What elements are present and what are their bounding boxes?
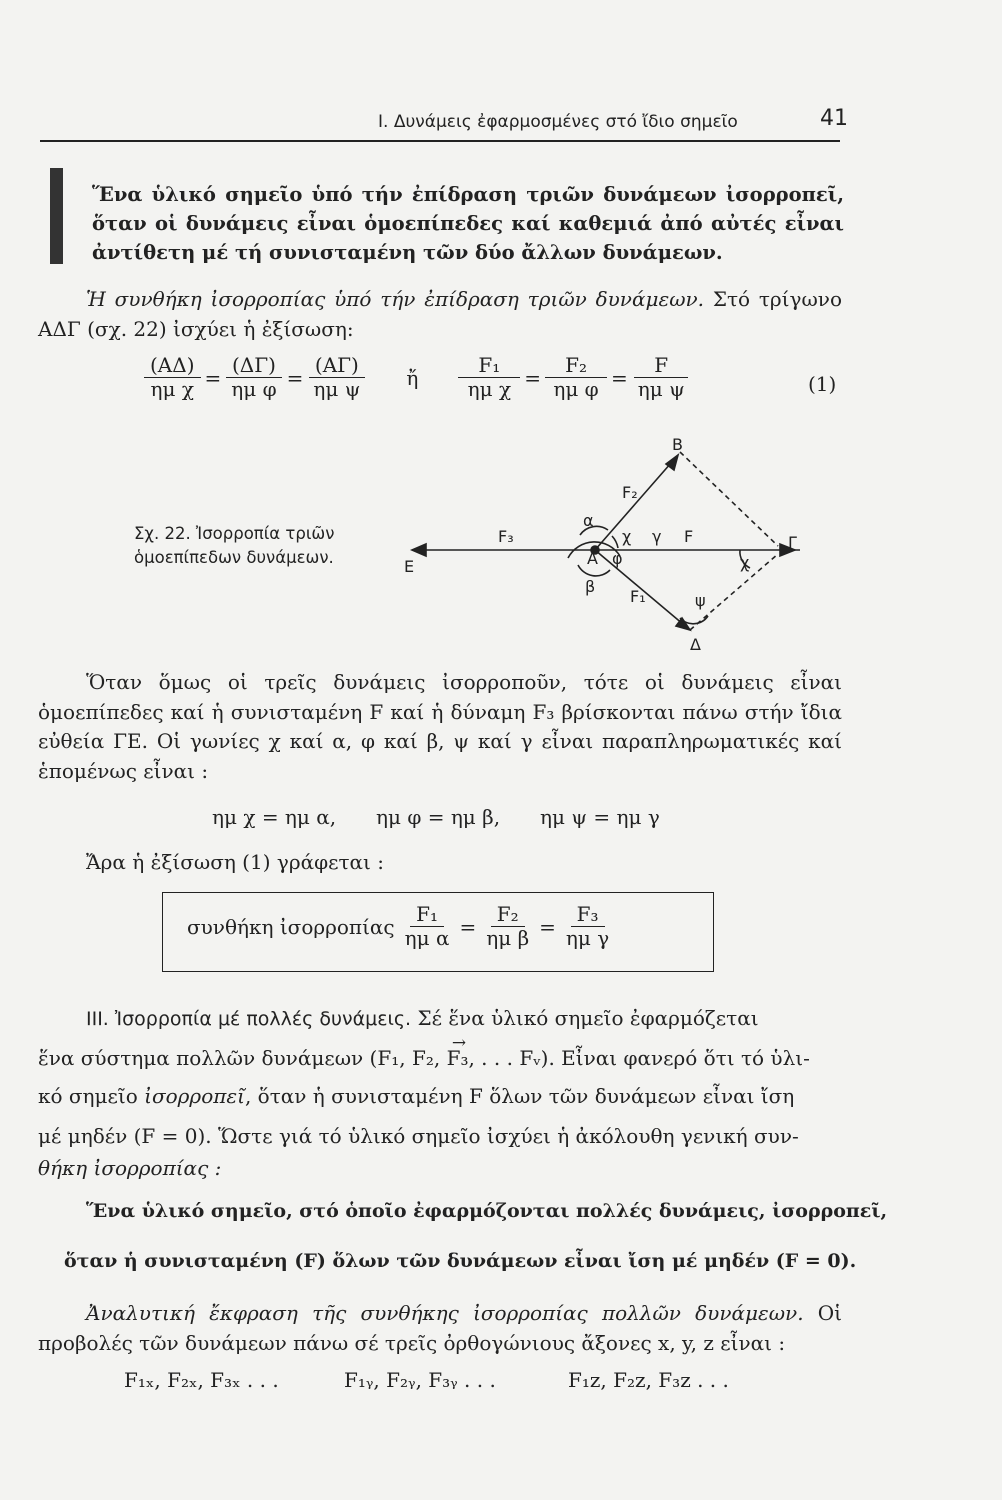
equation-number: (1) <box>808 372 837 396</box>
label-F1: F₁ <box>630 587 646 606</box>
label-E: Ε <box>404 557 415 576</box>
force-diagram <box>390 430 820 660</box>
section-iii-line5: θήκη ἰσορροπίας : <box>38 1156 222 1180</box>
fraction: $\frac{(A\Delta)}{\text{ημ χ}}$ <box>144 354 201 401</box>
analytic-title: Ἀναλυτική ἔκφραση τῆς συνθήκης ἰσορροπίας πολλῶν δυνάμεων. <box>86 1301 804 1325</box>
paragraph-equilibrium: Ὅταν ὅμως οἱ τρεῖς δυνάμεις ἰσορροποῦν, τότε οἱ δυνάμεις εἶναι ὁμοεπίπεδες καί ἡ συνισταμένη F καί ἡ δύναμη F₃ βρίσκονται πάνω στήν ἴδια εὐθεία ΓΕ. Οἱ γωνίες χ καί α, φ καί β, ψ καί γ εἶναι παραπληρωματικές καί ἑπομένως εἶναι : <box>38 670 842 783</box>
boxed-label: συνθήκη ἰσορροπίας <box>187 914 395 939</box>
relation-2: ημ φ = ημ β, <box>376 805 501 829</box>
section-iii-line4: μέ μηδέν (F = 0). Ὥστε γιά τό ὑλικό σημεῖο ἰσχύει ἡ ἀκόλουθη γενική συν- <box>38 1124 799 1148</box>
vector-F2 <box>595 455 678 550</box>
margin-bar <box>50 168 63 264</box>
theorem-many-forces-line2: ὅταν ἡ συνισταμένη (F) ὅλων τῶν δυνάμεων εἶναι ἴση μέ μηδέν (F = 0). <box>64 1250 857 1272</box>
theorem-three-forces: Ἕνα ὑλικό σημεῖο ὑπό τήν ἐπίδραση τριῶν δυνάμεων ἰσορροπεῖ, ὅταν οἱ δυνάμεις εἶναι ὁμοεπίπεδες καί καθεμιά ἀπό αὐτές εἶναι ἀντίθετη μέ τή συνισταμένη τῶν δύο ἄλλων δυνάμεων. <box>92 183 844 264</box>
arrowhead-F3 <box>412 544 426 556</box>
arc-chi <box>612 536 618 548</box>
label-F2: F₂ <box>622 483 638 502</box>
relation-1: ημ χ = ημ α, <box>212 805 337 829</box>
section-iii-line3: κό σημεῖο ἰσορροπεῖ, ὅταν ἡ συνισταμένη F ὅλων τῶν δυνάμεων εἶναι ἴση <box>38 1084 795 1108</box>
label-beta: β <box>585 577 596 596</box>
label-A: Α <box>587 549 598 568</box>
fraction: $\frac{(\Delta\Gamma)}{\text{ημ φ}}$ <box>225 354 282 401</box>
projections-z: F₁z, F₂z, F₃z . . . <box>568 1368 729 1392</box>
section-iii-heading: ΙΙΙ. Ἰσορροπία μέ πολλές δυνάμεις. <box>86 1008 412 1030</box>
label-F: F <box>684 527 694 546</box>
or-word: ἤ <box>406 365 419 390</box>
label-B: Β <box>672 435 683 454</box>
paragraph-therefore: Ἄρα ἡ ἐξίσωση (1) γράφεται : <box>86 850 384 874</box>
paragraph-condition <box>38 284 842 344</box>
fraction: $\frac{\text{F₃}}{\text{ημ γ}}$ <box>565 902 610 950</box>
paragraph-analytic <box>38 1298 842 1358</box>
label-chi2: χ <box>740 553 750 572</box>
condition-title: Ἡ συνθήκη ἰσορροπίας ὑπό τήν ἐπίδραση τριῶν δυνάμεων. <box>86 287 705 311</box>
projections-y: F₁ᵧ, F₂ᵧ, F₃ᵧ . . . <box>344 1368 496 1392</box>
label-chi: χ <box>622 527 632 546</box>
figure-caption: Σχ. 22. Ἰσορροπία τριῶν ὁμοεπίπεδων δυνάμεων. <box>134 524 335 567</box>
label-F3: F₃ <box>498 527 514 546</box>
section-iii-line1: ΙΙΙ. Ἰσορροπία μέ πολλές δυνάμεις. Σέ ἕνα ὑλικό σημεῖο ἐφαρμόζεται <box>86 1006 759 1030</box>
fraction: $\frac{\text{F₁}}{\text{ημ χ}}$ <box>458 354 520 401</box>
label-gamma: γ <box>652 527 662 546</box>
fraction: $\frac{\text{F₂}}{\text{ημ β}}$ <box>486 902 530 950</box>
relation-3: ημ ψ = ημ γ <box>540 805 660 829</box>
analytic-text: Οἱ προβολές τῶν δυνάμεων πάνω σέ τρεῖς ὀρθογώνιους ἄξονες x, y, z εἶναι : <box>38 1301 842 1355</box>
condition-text: Στό τρίγωνο ΑΔΓ (σχ. 22) ἰσχύει ἡ ἐξίσωση: <box>38 287 842 341</box>
theorem-many-forces-line1: Ἕνα ὑλικό σημεῖο, στό ὁποῖο ἐφαρμόζονται πολλές δυνάμεις, ἰσορροπεῖ, <box>86 1200 888 1222</box>
label-Gamma: Γ <box>788 533 797 552</box>
label-alpha: α <box>583 511 594 530</box>
boxed-equation: συνθήκη ἰσορροπίας $\frac{\text{F₁}}{\text{ημ α}}$ = $\frac{\text{F₂}}{\text{ημ β}}$ = $\frac{\text{F₃}}{\text{ημ γ}}$ <box>162 892 714 972</box>
page-number: 41 <box>820 106 848 131</box>
section-iii-line2: ἕνα σύστημα πολλῶν δυνάμεων (→ F₁, F₂, F₃, . . . Fᵥ). Εἶναι φανερό ὅτι τό ὑλι- <box>38 1046 810 1070</box>
equation-1: $\frac{(A\Delta)}{\text{ημ χ}}$ = $\frac{(\Delta\Gamma)}{\text{ημ φ}}$ = $\frac{(A\Gamma)}{\text{ημ ψ}}$ ἤ $\frac{\text{F₁}}{\text{ημ χ}}$ = $\frac{\text{F₂}}{\text{ημ φ}}$ = $\frac{F}{\text{ημ ψ}}$ <box>140 354 695 401</box>
label-phi: φ <box>612 549 623 568</box>
fraction: $\frac{(A\Gamma)}{\text{ημ ψ}}$ <box>307 354 366 401</box>
fraction: $\frac{\text{F₁}}{\text{ημ α}}$ <box>404 902 450 950</box>
header-rule <box>40 140 840 142</box>
label-psi: ψ <box>695 591 706 610</box>
fraction: $\frac{\text{F₂}}{\text{ημ φ}}$ <box>545 354 607 401</box>
label-Delta: Δ <box>690 635 701 654</box>
running-header: Ι. Δυνάμεις ἐφαρμοσμένες στό ἴδιο σημεῖο <box>378 112 738 132</box>
fraction: $\frac{F}{\text{ημ ψ}}$ <box>632 354 691 401</box>
dashed-BG <box>680 452 778 546</box>
projections-x: F₁ₓ, F₂ₓ, F₃ₓ . . . <box>124 1368 279 1392</box>
